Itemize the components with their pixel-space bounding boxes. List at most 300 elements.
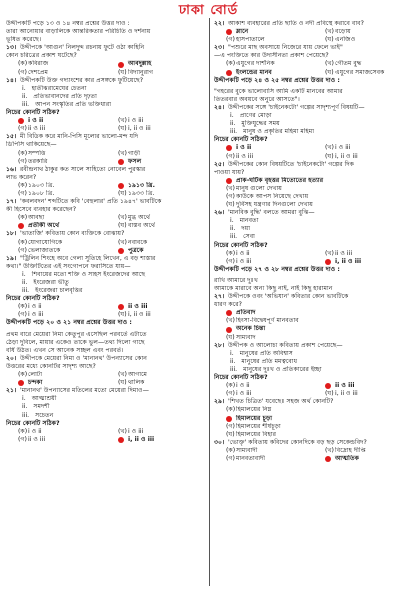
option[interactable]	[214, 250, 313, 258]
passage-line: কী হিসেবে ব্যবহার করেছেন?	[6, 206, 77, 214]
option-text: ii ও iii	[28, 435, 46, 443]
column-divider	[209, 18, 210, 586]
question-row	[214, 209, 412, 217]
section-heading: উদ্দীপকটি পড়ে ২৭ ও ২৮ নম্বর প্রশ্নের উত্তর দাও :	[214, 265, 340, 273]
question-row	[214, 342, 412, 350]
option-marker: (গ)	[18, 125, 27, 133]
option-text: দেশপ্রেম	[28, 68, 48, 76]
option[interactable]	[6, 158, 106, 166]
option[interactable]	[214, 193, 412, 201]
option-marker: (ঘ)	[325, 390, 334, 398]
option-row	[214, 423, 412, 431]
correct-option[interactable]	[106, 436, 206, 444]
correct-option[interactable]	[106, 158, 206, 166]
correct-option[interactable]	[6, 379, 106, 387]
question-row	[214, 161, 412, 169]
statement-number: i.	[22, 270, 26, 278]
option-marker: (খ)	[325, 144, 334, 152]
option-text: কাউকে আপস নিয়েছে দেখায়	[236, 192, 309, 200]
option-marker: (ক)	[226, 382, 236, 390]
option-marker: (ক)	[18, 238, 28, 246]
option-row	[214, 36, 412, 44]
option[interactable]	[6, 303, 106, 311]
option[interactable]	[214, 60, 313, 68]
correct-option[interactable]	[313, 455, 412, 463]
question-number: ২১।	[6, 387, 17, 395]
question-row	[214, 293, 412, 301]
option-text: বড়োয়	[335, 28, 351, 36]
option-text: ii ও iii	[335, 249, 353, 257]
option-row	[214, 258, 412, 266]
statement-text: প্রাণের মোড়া	[239, 112, 272, 120]
option-marker: (গ)	[18, 311, 27, 319]
option[interactable]	[313, 153, 412, 161]
option-marker: (গ)	[18, 157, 27, 165]
statement-number: ii.	[230, 120, 236, 128]
answer-dot-icon	[18, 380, 24, 386]
option[interactable]	[106, 190, 206, 198]
option-row	[6, 247, 206, 255]
answer-dot-icon	[18, 223, 24, 229]
question-text: রবীন্দ্রনাথ ঠাকুর কত সালে সাহিত্যে নোবেল পুরস্কার	[20, 165, 146, 173]
option-text: i, ii ও iii	[335, 152, 358, 160]
option-row	[214, 334, 412, 342]
answer-dot-icon	[226, 70, 232, 76]
option-text: i ও ii	[236, 144, 252, 152]
option-text: i ও ii	[28, 427, 42, 435]
correct-option[interactable]	[214, 177, 412, 185]
correct-option[interactable]	[313, 382, 412, 390]
option-marker: (খ)	[325, 446, 334, 454]
statement-number: iii.	[230, 128, 238, 136]
answer-dot-icon	[118, 304, 124, 310]
section-heading: নিচের কোনটি সঠিক?	[214, 241, 268, 249]
correct-option[interactable]	[214, 309, 412, 317]
option-text: i ও iii	[128, 427, 144, 435]
option[interactable]	[6, 214, 106, 222]
option-text: অনেক চিন্তা	[236, 325, 266, 333]
option[interactable]	[6, 190, 106, 198]
statement-item	[6, 403, 206, 411]
option[interactable]	[106, 428, 206, 436]
option[interactable]	[214, 431, 412, 439]
statement-item	[214, 233, 412, 241]
option-marker: (ক)	[18, 60, 28, 68]
option[interactable]	[214, 423, 412, 431]
option[interactable]	[313, 447, 412, 455]
option[interactable]	[214, 36, 313, 44]
answer-dot-icon	[325, 456, 331, 462]
statement-text: ইংরেজরা চালবৃত্তির	[35, 287, 83, 295]
option[interactable]	[6, 436, 106, 444]
option-row	[214, 185, 412, 193]
question-number: ১৭।	[6, 198, 17, 206]
option-text: i ও iii	[28, 311, 44, 319]
option-text: গৌতম বুদ্ধ	[335, 60, 362, 68]
question-text: উদ্দীপকে মেয়েরা নিমা ও 'মানানথ' উপন্যাসের কোন	[20, 354, 147, 362]
statement-text: দয়া	[241, 225, 251, 233]
option-text: এনজিও	[335, 36, 356, 44]
answer-dot-icon	[118, 159, 124, 165]
option-marker: (গ)	[226, 192, 235, 200]
statement-text: প্রতিভাবানদের প্রতি দৃঢ়তা	[33, 92, 97, 100]
statement-item	[214, 120, 412, 128]
option-text: লোটা	[28, 371, 43, 379]
option-text: হিংসা-বিদ্বেষপূর্ণ মানবতাব	[236, 317, 299, 325]
correct-option[interactable]	[214, 28, 313, 36]
statement-number: iii.	[22, 100, 30, 108]
correct-option[interactable]	[6, 222, 106, 230]
statement-text: মানুষের প্রতি মমত্ববোধ	[241, 357, 298, 365]
option-row	[6, 222, 206, 230]
statement-item	[6, 287, 206, 295]
option-marker: (গ)	[226, 454, 235, 462]
question-row	[6, 44, 206, 52]
option[interactable]	[214, 447, 313, 455]
option-row	[214, 415, 412, 423]
option[interactable]	[214, 258, 313, 266]
option-marker: (ঘ)	[118, 189, 127, 197]
question-number: ১৩।	[6, 44, 17, 52]
option-marker: (ঘ)	[118, 311, 127, 319]
option[interactable]	[214, 153, 313, 161]
question-number: ১৮।	[6, 230, 17, 238]
option[interactable]	[313, 28, 412, 36]
option-row	[214, 28, 412, 36]
option-text: বাস্তব অর্থে	[128, 222, 155, 230]
option-row	[6, 371, 206, 379]
passage-line: ধারণ করে?	[214, 301, 242, 309]
question-text: 'শিখত চিত্রিত' যবেছেঃ সহজ অর্থ কোনটি?	[228, 398, 334, 406]
passage-line: "গহরের বুকে ভালোবাসি আমি একটি মানবের আমার	[214, 87, 343, 95]
option-marker: (খ)	[118, 117, 127, 125]
option-text: i, ii ও iii	[335, 257, 362, 265]
option-text: মুগ্ধ অর্থে	[128, 214, 150, 222]
question-text: 'ভোক্তৃ' কবিতায় কবিদের কোনদিকে বড় ছড় সেকেন্ডবিদ?	[228, 438, 367, 446]
passage-line: ভূষিত করেছে।	[6, 36, 42, 44]
section-heading: নিচের কোনটি সঠিক?	[6, 295, 60, 303]
correct-option[interactable]	[106, 60, 206, 68]
option[interactable]	[313, 69, 412, 77]
option-marker: (ক)	[18, 371, 28, 379]
option-row	[6, 117, 206, 125]
statement-number: ii.	[22, 92, 28, 100]
option-row	[214, 193, 412, 201]
correct-option[interactable]	[214, 144, 313, 152]
correct-option[interactable]	[106, 303, 206, 311]
option-text: আত্মতিক	[335, 454, 359, 462]
option-text: সাম্যবাদী	[236, 446, 258, 454]
statement-text: মানবতা	[239, 217, 259, 225]
statement-text: সচেতন	[35, 411, 54, 419]
option-marker: (ঘ)	[118, 125, 127, 133]
option-row	[6, 190, 206, 198]
option-text: তরকারি	[28, 157, 48, 165]
statement-text: হাতীঝরামেঘের চেতনা	[31, 84, 87, 92]
section-heading: নিচের কোনটি সঠিক?	[214, 374, 268, 382]
option-text: ইংলন্ডের মানব	[236, 68, 272, 76]
option-text: ভেলাজাতকে	[28, 246, 61, 254]
answer-dot-icon	[118, 437, 124, 443]
option-marker: (ক)	[226, 249, 236, 257]
option-row	[214, 325, 412, 333]
option-text: মানুষ গুলো দেখায়	[236, 184, 282, 192]
option-row	[214, 455, 412, 463]
statement-number: ii.	[22, 279, 28, 286]
option-marker: (ঘ)	[226, 333, 235, 341]
question-row	[6, 133, 206, 141]
option-text: গাড়ী	[128, 149, 141, 157]
passage-line: তিতরবার অবয়বে অনুরে আসতে"।	[214, 95, 300, 103]
option-row	[214, 431, 412, 439]
question-number: ১৫।	[6, 133, 17, 141]
question-row	[6, 198, 206, 206]
option-row	[214, 177, 412, 185]
option-text: ii ও iii	[128, 303, 148, 311]
statement-item	[6, 85, 206, 93]
answer-dot-icon	[226, 416, 232, 422]
correct-option[interactable]	[6, 117, 106, 125]
question-row	[214, 104, 412, 112]
statement-number: iii.	[22, 411, 30, 419]
option-marker: (ঘ)	[118, 379, 127, 387]
option-text: সাম্যবাদ	[236, 333, 256, 341]
option-text: i, ii ও iii	[335, 390, 358, 398]
option-marker: (গ)	[18, 189, 27, 197]
section-heading: নিচের কোনটি সঠিক?	[6, 109, 60, 117]
question-text: "পশুরে মাছ অবসায়ে নিজেরে যায় ফেলে ভাই"	[228, 44, 343, 52]
question-row	[214, 439, 412, 447]
option[interactable]	[6, 182, 106, 190]
option-marker: (ঘ)	[118, 68, 127, 76]
question-row	[6, 355, 206, 363]
option-text: আগামে	[128, 371, 147, 379]
passage-line: প্রথম বারে মেয়েরা নিমা কেতুপুর এসেছিল পরবর্তে এটাতে	[6, 330, 147, 338]
statement-text: মুক্তিযুদ্ধের সময়	[241, 120, 280, 128]
statement-number: iii.	[230, 233, 238, 241]
passage-line: কথা।" উক্তিটিতের এই সংগোপনে ফরাসিতে যায়—	[6, 262, 131, 270]
option-text: চন্দকা	[28, 379, 43, 387]
statement-text: সেবা	[243, 233, 255, 241]
question-text: উদ্দীপকে ওবং 'অভিযান' কবিতার কোন ভাবটিকে	[228, 293, 349, 301]
option-text: i, ii ও iii	[128, 435, 155, 443]
left-column	[6, 20, 206, 586]
option-text: i ও iii	[236, 390, 252, 398]
option-marker: (খ)	[226, 184, 235, 192]
option[interactable]	[6, 371, 106, 379]
passage-line: রাখি আমারে দুঃখ	[214, 276, 258, 284]
option-marker: (খ)	[118, 149, 127, 157]
section-heading: নিচের কোনটি সঠিক?	[6, 419, 60, 427]
option-row	[214, 317, 412, 325]
statement-text: আপন সংস্কৃতির প্রতি ভক্তিধারা	[35, 100, 112, 108]
option-row	[214, 447, 412, 455]
option-text: মানবতাবাদী	[236, 454, 266, 462]
option-marker: (গ)	[226, 257, 235, 265]
option-marker: (গ)	[226, 422, 235, 430]
option-row	[6, 60, 206, 68]
statement-number: ii.	[22, 403, 28, 411]
option[interactable]	[6, 150, 106, 158]
option[interactable]	[6, 239, 106, 247]
answer-dot-icon	[325, 383, 331, 389]
option-marker: (ঘ)	[325, 68, 334, 76]
option[interactable]	[313, 144, 412, 152]
option-marker: (গ)	[226, 390, 235, 398]
option-marker: (ঘ)	[325, 152, 334, 160]
option-marker: (খ)	[118, 238, 127, 246]
option[interactable]	[6, 69, 106, 77]
option[interactable]	[214, 455, 313, 463]
option[interactable]	[313, 60, 412, 68]
question-number: ২২।	[214, 20, 225, 27]
option-text: i, ii ও iii	[128, 311, 151, 319]
statement-item	[6, 395, 206, 403]
question-number: ২০।	[6, 354, 17, 362]
option-text: হিমালয়ের চূড়া	[236, 414, 273, 422]
right-column	[214, 20, 412, 586]
question-row	[214, 44, 412, 52]
option[interactable]	[106, 117, 206, 125]
statement-number: i.	[230, 349, 234, 357]
answer-dot-icon	[325, 259, 331, 265]
option-row	[214, 250, 412, 258]
option-row	[6, 150, 206, 158]
question-number: ২৭।	[214, 293, 225, 301]
option[interactable]	[106, 371, 206, 379]
answer-dot-icon	[118, 248, 124, 254]
statement-item	[214, 350, 412, 358]
statement-text: মানুষ ও প্রকৃতির মহিমা মহিমা	[243, 128, 315, 136]
option[interactable]	[6, 428, 106, 436]
option-row	[6, 379, 206, 387]
option[interactable]	[106, 222, 206, 230]
option[interactable]	[214, 201, 412, 209]
option[interactable]	[214, 406, 412, 414]
option-text: হিমালয়ের নিম্ন	[236, 406, 272, 414]
statement-text: আত্মাশ্রয়ী	[31, 395, 57, 403]
question-text: 'ভাতাজি' কবিতায় কোন ব্যক্তিকে বোঝায়?	[20, 230, 125, 238]
statement-number: i.	[22, 84, 26, 92]
option-marker: (ক)	[18, 303, 28, 311]
option-row	[214, 382, 412, 390]
statement-number: ii.	[230, 225, 236, 233]
option[interactable]	[313, 250, 412, 258]
option-row	[6, 158, 206, 166]
question-number: ১৬।	[6, 165, 17, 173]
option-text: ফসল	[128, 157, 142, 165]
option-row	[214, 201, 412, 209]
answer-dot-icon	[226, 29, 232, 35]
statement-text: মানুষের প্রতি অবিশ্বাস	[239, 349, 293, 357]
option[interactable]	[106, 69, 206, 77]
passage-line: কোন চরিত্রের প্রকাশ ঘটেছে?	[6, 52, 77, 60]
option-marker: (গ)	[18, 68, 27, 76]
option-row	[6, 303, 206, 311]
correct-option[interactable]	[214, 69, 313, 77]
passage-line: বৰ্ষি উঠত। এখন সে আনেক সচ্ছল এবং পরবর্ত।	[6, 346, 124, 354]
section-heading: উদ্দীপকটি পড়ে ২৪ ও ২৫ নম্বর প্রশ্নের উত্তর দাও :	[214, 76, 340, 84]
option[interactable]	[106, 150, 206, 158]
question-row	[6, 166, 206, 174]
option-row	[6, 436, 206, 444]
question-row	[214, 398, 412, 406]
option-text: নবাবকে	[128, 238, 148, 246]
question-text: 'মানবিক বুদ্ধি' বলতে আমরা বুঝি—	[228, 209, 315, 217]
option[interactable]	[214, 185, 412, 193]
correct-option[interactable]	[106, 182, 206, 190]
option-row	[214, 69, 412, 77]
option-text: i ও ii	[236, 382, 250, 390]
question-text: 'মানানথ' উপন্যাসের মতিলের মতো মেয়েরা দিমাও—	[20, 387, 149, 395]
option-text: i ও iii	[128, 117, 144, 125]
option-text: পুত্রকে	[128, 246, 144, 254]
option[interactable]	[214, 334, 412, 342]
answer-dot-icon	[118, 183, 124, 189]
option[interactable]	[214, 317, 412, 325]
correct-option[interactable]	[214, 415, 412, 423]
option-text: বিদ্রোহ দীপ্তি	[335, 446, 366, 454]
option-text: i ও ii	[28, 117, 44, 125]
question-row	[6, 77, 206, 85]
correct-option[interactable]	[313, 258, 412, 266]
option-text: আবদুল্লাহ	[128, 60, 152, 68]
option-marker: (গ)	[226, 152, 235, 160]
answer-dot-icon	[18, 118, 24, 124]
statement-item	[214, 358, 412, 366]
option-marker: (খ)	[325, 249, 334, 257]
option-row	[214, 60, 412, 68]
question-number: ৩০।	[214, 438, 225, 446]
option-text: কবিরাজ	[28, 60, 49, 68]
question-text: আকাশ ব্যবহারের প্রতি ছাতি ও নদী প্রবিস্থে করাবে বাব?	[228, 20, 364, 27]
statement-item	[6, 93, 206, 101]
option[interactable]	[6, 247, 106, 255]
option[interactable]	[106, 379, 206, 387]
page-title: ঢাকা বোর্ড	[178, 3, 239, 18]
option-marker: (ক)	[18, 214, 28, 222]
option-text: দুর্বিসহ যন্ত্রণার দিনগুলো দেখায়	[236, 201, 313, 209]
option-text: i ও iii	[335, 144, 351, 152]
option[interactable]	[6, 60, 106, 68]
option-row	[214, 406, 412, 414]
question-number: ২৩।	[214, 44, 225, 52]
option-row	[214, 144, 412, 152]
answer-dot-icon	[118, 62, 124, 68]
option[interactable]	[106, 239, 206, 247]
option-row	[6, 214, 206, 222]
option-marker: (গ)	[226, 36, 235, 44]
section-heading: নিচের কোনটি সঠিক?	[214, 136, 268, 144]
option[interactable]	[214, 382, 313, 390]
section-heading: উদ্দীপকটি পড়ে ২০ ও ২১ নম্বর প্রশ্নের উত্তর দাও :	[6, 319, 132, 327]
option[interactable]	[313, 36, 412, 44]
passage-line: লাভ করেন?	[6, 173, 37, 181]
correct-option[interactable]	[106, 247, 206, 255]
statement-text: সমদৰ্শী	[33, 403, 50, 411]
option-text: ii ও iii	[28, 125, 46, 133]
option-text: বিদ্যানুরাগ	[128, 68, 153, 76]
option-text: হাসপাতালে	[236, 36, 265, 44]
question-number: ২৪।	[214, 103, 225, 111]
answer-dot-icon	[226, 310, 232, 316]
correct-option[interactable]	[214, 325, 412, 333]
statement-item	[214, 217, 412, 225]
option[interactable]	[106, 214, 206, 222]
option-row	[6, 239, 206, 247]
option-text: ii ও iii	[335, 382, 355, 390]
statement-text: শিবায়ের মতো শক্তি ও সাহস ইংরেজদের আছে	[31, 270, 146, 278]
